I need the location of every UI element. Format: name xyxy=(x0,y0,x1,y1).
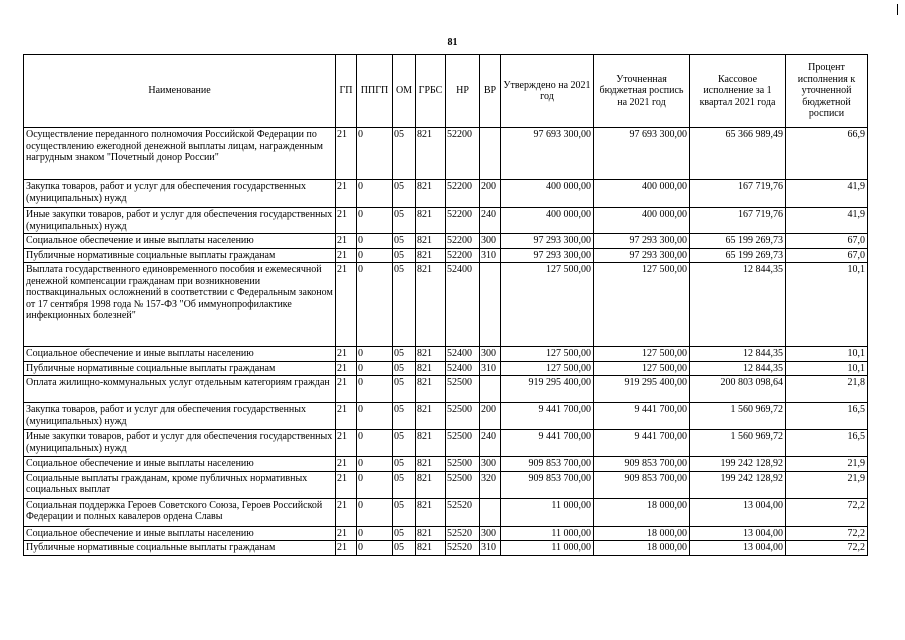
cell-ppgp: 0 xyxy=(357,526,393,541)
cell-revised: 9 441 700,00 xyxy=(594,403,690,430)
cell-nr: 52200 xyxy=(446,248,480,263)
cell-om: 05 xyxy=(393,526,416,541)
cell-executed: 13 004,00 xyxy=(690,541,786,556)
cell-nr: 52520 xyxy=(446,498,480,526)
cell-om: 05 xyxy=(393,180,416,208)
cell-executed: 200 803 098,64 xyxy=(690,376,786,403)
cell-grbs: 821 xyxy=(416,361,446,376)
cell-name: Социальное обеспечение и иные выплаты населению xyxy=(24,457,336,472)
cell-grbs: 821 xyxy=(416,208,446,234)
cell-gp: 21 xyxy=(336,403,357,430)
page-number: 81 xyxy=(447,37,458,48)
cell-approved: 11 000,00 xyxy=(501,526,594,541)
cell-om: 05 xyxy=(393,403,416,430)
cell-executed: 1 560 969,72 xyxy=(690,403,786,430)
cell-executed: 13 004,00 xyxy=(690,526,786,541)
cell-grbs: 821 xyxy=(416,234,446,249)
cell-percent: 72,2 xyxy=(786,541,868,556)
cell-ppgp: 0 xyxy=(357,180,393,208)
cell-om: 05 xyxy=(393,457,416,472)
cell-ppgp: 0 xyxy=(357,498,393,526)
cell-om: 05 xyxy=(393,361,416,376)
cell-name: Публичные нормативные социальные выплаты гражданам xyxy=(24,361,336,376)
cell-revised: 18 000,00 xyxy=(594,526,690,541)
cell-revised: 127 500,00 xyxy=(594,361,690,376)
table-row xyxy=(24,457,868,472)
cell-gp: 21 xyxy=(336,376,357,403)
cell-revised: 909 853 700,00 xyxy=(594,471,690,498)
cell-grbs: 821 xyxy=(416,541,446,556)
cell-revised: 97 293 300,00 xyxy=(594,248,690,263)
cell-gp: 21 xyxy=(336,457,357,472)
table-header xyxy=(24,55,868,128)
cell-nr: 52520 xyxy=(446,541,480,556)
cell-vr: 300 xyxy=(480,457,501,472)
cell-om: 05 xyxy=(393,498,416,526)
budget-execution-table xyxy=(23,54,868,556)
cell-grbs: 821 xyxy=(416,471,446,498)
cell-name: Социальное обеспечение и иные выплаты населению xyxy=(24,347,336,362)
cell-name: Выплата государственного единовременного пособия и ежемесячной денежной компенсации гражданам при возникновении поствакцинальных осложнений в соответствии с Федеральным законом от 17 сентября 1998 года № 157-ФЗ "Об иммунопрофилактике инфекционных болезней" xyxy=(24,263,336,347)
table-row xyxy=(24,430,868,457)
cell-gp: 21 xyxy=(336,541,357,556)
cell-revised: 97 693 300,00 xyxy=(594,128,690,180)
cell-name: Закупка товаров, работ и услуг для обеспечения государственных (муниципальных) нужд xyxy=(24,403,336,430)
cell-executed: 12 844,35 xyxy=(690,361,786,376)
cell-om: 05 xyxy=(393,471,416,498)
cell-ppgp: 0 xyxy=(357,430,393,457)
cell-ppgp: 0 xyxy=(357,208,393,234)
cell-ppgp: 0 xyxy=(357,541,393,556)
cell-gp: 21 xyxy=(336,208,357,234)
cell-executed: 65 366 989,49 xyxy=(690,128,786,180)
cell-name: Оплата жилищно-коммунальных услуг отдельным категориям граждан xyxy=(24,376,336,403)
cell-name: Социальное обеспечение и иные выплаты населению xyxy=(24,234,336,249)
header-row xyxy=(24,55,868,128)
column-header-revised: Уточненная бюджетная роспись на 2021 год xyxy=(594,55,690,128)
cell-percent: 21,9 xyxy=(786,457,868,472)
cell-approved: 919 295 400,00 xyxy=(501,376,594,403)
table-row xyxy=(24,128,868,180)
cell-executed: 12 844,35 xyxy=(690,347,786,362)
table-row xyxy=(24,361,868,376)
cell-percent: 72,2 xyxy=(786,498,868,526)
cell-nr: 52500 xyxy=(446,430,480,457)
column-header-gp: ГП xyxy=(336,55,357,128)
cell-percent: 10,1 xyxy=(786,361,868,376)
cell-om: 05 xyxy=(393,376,416,403)
cell-gp: 21 xyxy=(336,526,357,541)
table-row xyxy=(24,263,868,347)
cell-approved: 127 500,00 xyxy=(501,361,594,376)
column-header-name: Наименование xyxy=(24,55,336,128)
cell-name: Публичные нормативные социальные выплаты гражданам xyxy=(24,541,336,556)
cell-vr xyxy=(480,128,501,180)
cell-gp: 21 xyxy=(336,234,357,249)
table-row xyxy=(24,248,868,263)
page-edge-mark xyxy=(897,4,898,15)
cell-approved: 11 000,00 xyxy=(501,541,594,556)
cell-grbs: 821 xyxy=(416,128,446,180)
cell-revised: 400 000,00 xyxy=(594,180,690,208)
cell-grbs: 821 xyxy=(416,430,446,457)
cell-executed: 12 844,35 xyxy=(690,263,786,347)
cell-approved: 9 441 700,00 xyxy=(501,430,594,457)
cell-nr: 52400 xyxy=(446,263,480,347)
cell-om: 05 xyxy=(393,234,416,249)
cell-gp: 21 xyxy=(336,347,357,362)
cell-nr: 52200 xyxy=(446,208,480,234)
cell-gp: 21 xyxy=(336,471,357,498)
cell-name: Социальные выплаты гражданам, кроме публичных нормативных социальных выплат xyxy=(24,471,336,498)
cell-percent: 66,9 xyxy=(786,128,868,180)
cell-ppgp: 0 xyxy=(357,471,393,498)
cell-percent: 16,5 xyxy=(786,430,868,457)
cell-revised: 18 000,00 xyxy=(594,498,690,526)
table-row xyxy=(24,541,868,556)
cell-approved: 400 000,00 xyxy=(501,208,594,234)
cell-approved: 127 500,00 xyxy=(501,263,594,347)
cell-revised: 919 295 400,00 xyxy=(594,376,690,403)
table-row xyxy=(24,180,868,208)
cell-grbs: 821 xyxy=(416,526,446,541)
cell-gp: 21 xyxy=(336,361,357,376)
table-row xyxy=(24,234,868,249)
cell-vr: 310 xyxy=(480,248,501,263)
column-header-om: ОМ xyxy=(393,55,416,128)
cell-vr xyxy=(480,263,501,347)
cell-name: Осуществление переданного полномочия Российской Федерации по осуществлению ежегодной денежной выплаты лицам, награжденным нагрудным знаком "Почетный донор России" xyxy=(24,128,336,180)
cell-executed: 65 199 269,73 xyxy=(690,234,786,249)
cell-nr: 52200 xyxy=(446,128,480,180)
cell-executed: 167 719,76 xyxy=(690,208,786,234)
cell-nr: 52500 xyxy=(446,457,480,472)
cell-gp: 21 xyxy=(336,180,357,208)
cell-grbs: 821 xyxy=(416,347,446,362)
table-body xyxy=(24,128,868,556)
cell-percent: 41,9 xyxy=(786,208,868,234)
cell-vr xyxy=(480,498,501,526)
column-header-ppgp: ППГП xyxy=(357,55,393,128)
cell-nr: 52500 xyxy=(446,471,480,498)
cell-vr: 310 xyxy=(480,541,501,556)
cell-gp: 21 xyxy=(336,248,357,263)
column-header-nr: НР xyxy=(446,55,480,128)
cell-name: Закупка товаров, работ и услуг для обеспечения государственных (муниципальных) нужд xyxy=(24,180,336,208)
cell-ppgp: 0 xyxy=(357,234,393,249)
cell-grbs: 821 xyxy=(416,498,446,526)
cell-nr: 52200 xyxy=(446,234,480,249)
cell-name: Социальная поддержка Героев Советского Союза, Героев Российской Федерации и полных кавалеров ордена Славы xyxy=(24,498,336,526)
cell-approved: 97 693 300,00 xyxy=(501,128,594,180)
cell-nr: 52400 xyxy=(446,347,480,362)
cell-vr: 300 xyxy=(480,526,501,541)
cell-vr: 240 xyxy=(480,430,501,457)
table-row xyxy=(24,347,868,362)
cell-nr: 52500 xyxy=(446,376,480,403)
column-header-vr: ВР xyxy=(480,55,501,128)
cell-vr: 200 xyxy=(480,180,501,208)
cell-percent: 41,9 xyxy=(786,180,868,208)
cell-executed: 199 242 128,92 xyxy=(690,471,786,498)
cell-grbs: 821 xyxy=(416,248,446,263)
cell-grbs: 821 xyxy=(416,180,446,208)
cell-percent: 67,0 xyxy=(786,248,868,263)
cell-nr: 52500 xyxy=(446,403,480,430)
cell-vr: 300 xyxy=(480,234,501,249)
cell-approved: 400 000,00 xyxy=(501,180,594,208)
cell-percent: 21,9 xyxy=(786,471,868,498)
cell-approved: 909 853 700,00 xyxy=(501,471,594,498)
cell-gp: 21 xyxy=(336,430,357,457)
cell-ppgp: 0 xyxy=(357,347,393,362)
cell-percent: 10,1 xyxy=(786,347,868,362)
cell-percent: 72,2 xyxy=(786,526,868,541)
table-row xyxy=(24,526,868,541)
cell-revised: 97 293 300,00 xyxy=(594,234,690,249)
cell-ppgp: 0 xyxy=(357,248,393,263)
cell-ppgp: 0 xyxy=(357,361,393,376)
cell-name: Социальное обеспечение и иные выплаты населению xyxy=(24,526,336,541)
cell-percent: 21,8 xyxy=(786,376,868,403)
cell-percent: 67,0 xyxy=(786,234,868,249)
cell-vr: 240 xyxy=(480,208,501,234)
column-header-approved: Утверждено на 2021 год xyxy=(501,55,594,128)
cell-gp: 21 xyxy=(336,128,357,180)
cell-gp: 21 xyxy=(336,263,357,347)
cell-ppgp: 0 xyxy=(357,263,393,347)
cell-approved: 97 293 300,00 xyxy=(501,234,594,249)
table-row xyxy=(24,376,868,403)
cell-revised: 400 000,00 xyxy=(594,208,690,234)
cell-revised: 9 441 700,00 xyxy=(594,430,690,457)
cell-percent: 10,1 xyxy=(786,263,868,347)
cell-grbs: 821 xyxy=(416,403,446,430)
column-header-grbs: ГРБС xyxy=(416,55,446,128)
cell-om: 05 xyxy=(393,128,416,180)
cell-name: Иные закупки товаров, работ и услуг для обеспечения государственных (муниципальных) нужд xyxy=(24,208,336,234)
cell-executed: 167 719,76 xyxy=(690,180,786,208)
table-row xyxy=(24,403,868,430)
cell-approved: 9 441 700,00 xyxy=(501,403,594,430)
column-header-percent: Процент исполнения к уточненной бюджетной росписи xyxy=(786,55,868,128)
cell-om: 05 xyxy=(393,208,416,234)
cell-name: Публичные нормативные социальные выплаты гражданам xyxy=(24,248,336,263)
cell-executed: 13 004,00 xyxy=(690,498,786,526)
cell-grbs: 821 xyxy=(416,457,446,472)
cell-revised: 909 853 700,00 xyxy=(594,457,690,472)
cell-approved: 11 000,00 xyxy=(501,498,594,526)
cell-approved: 909 853 700,00 xyxy=(501,457,594,472)
cell-executed: 65 199 269,73 xyxy=(690,248,786,263)
cell-ppgp: 0 xyxy=(357,403,393,430)
cell-om: 05 xyxy=(393,248,416,263)
cell-ppgp: 0 xyxy=(357,128,393,180)
cell-om: 05 xyxy=(393,541,416,556)
cell-grbs: 821 xyxy=(416,263,446,347)
cell-revised: 18 000,00 xyxy=(594,541,690,556)
cell-om: 05 xyxy=(393,430,416,457)
cell-executed: 199 242 128,92 xyxy=(690,457,786,472)
cell-ppgp: 0 xyxy=(357,457,393,472)
column-header-executed: Кассовое исполнение за 1 квартал 2021 года xyxy=(690,55,786,128)
cell-name: Иные закупки товаров, работ и услуг для обеспечения государственных (муниципальных) нужд xyxy=(24,430,336,457)
cell-approved: 127 500,00 xyxy=(501,347,594,362)
cell-vr xyxy=(480,376,501,403)
cell-nr: 52200 xyxy=(446,180,480,208)
cell-ppgp: 0 xyxy=(357,376,393,403)
cell-nr: 52400 xyxy=(446,361,480,376)
cell-vr: 320 xyxy=(480,471,501,498)
cell-revised: 127 500,00 xyxy=(594,263,690,347)
table-row xyxy=(24,208,868,234)
cell-approved: 97 293 300,00 xyxy=(501,248,594,263)
cell-nr: 52520 xyxy=(446,526,480,541)
cell-executed: 1 560 969,72 xyxy=(690,430,786,457)
cell-revised: 127 500,00 xyxy=(594,347,690,362)
table-row xyxy=(24,498,868,526)
cell-vr: 310 xyxy=(480,361,501,376)
cell-vr: 200 xyxy=(480,403,501,430)
table-row xyxy=(24,471,868,498)
cell-grbs: 821 xyxy=(416,376,446,403)
cell-om: 05 xyxy=(393,263,416,347)
cell-percent: 16,5 xyxy=(786,403,868,430)
cell-gp: 21 xyxy=(336,498,357,526)
cell-om: 05 xyxy=(393,347,416,362)
cell-vr: 300 xyxy=(480,347,501,362)
